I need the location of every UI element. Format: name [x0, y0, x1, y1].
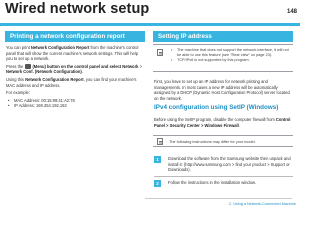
setip-text: Before using the SetIP program, disable the computer firewall from — [154, 117, 276, 122]
press-paragraph — [6, 64, 144, 75]
example-list — [6, 98, 144, 109]
intro-paragraph — [6, 45, 144, 62]
press-menu-text: (Menu) button on the control panel and select — [32, 63, 123, 69]
menu-icon — [25, 64, 31, 69]
note-box — [153, 44, 293, 72]
note-instructions-text: The following instructions may differ for your model. — [169, 139, 256, 144]
press-separator: > — [138, 63, 142, 69]
list-item: • IP Address: 169.254.192.192 — [6, 103, 144, 109]
press-end: . — [81, 69, 83, 75]
list-item: • MAC Address: 00:15:99:41:A2:78 — [6, 98, 144, 104]
using-text: Using this — [6, 76, 26, 82]
setting-ip-intro: First, you have to set up an IP address for network printing and managements. In most cases a new IP address will be automatically assigned by a DHCP (Dynamic Host Configuration Protocol) server located on the network. — [154, 79, 290, 101]
setip-bold-path: Control Panel > Security Center > Windows Firewall — [154, 117, 291, 128]
page-title: Wired network setup — [5, 1, 150, 17]
for-example-label: For example: — [6, 90, 30, 96]
page-number: 148 — [286, 9, 297, 15]
press-path-network-conf: Network Conf. (Network Configuration) — [6, 69, 82, 75]
list-item: • TCP/IPv6 is not supported by this program. — [169, 58, 289, 63]
intro-bold: Network Configuration Report — [30, 45, 90, 50]
using-paragraph — [6, 77, 144, 88]
note-icon — [157, 49, 163, 56]
step-text: Download the software from the Samsung website then unpack and install it: (http://www.samsung.com > find your product > Support or Downloads). — [168, 156, 291, 173]
using-bold: Network Configuration Report — [25, 76, 84, 82]
step-divider — [154, 176, 293, 177]
press-path-network: Network — [122, 63, 139, 69]
subsection-title: IPv4 configuration using SetIP (Windows) — [154, 104, 279, 111]
step-text: Follow the instructions in the installation window. — [168, 180, 256, 185]
using-text-end: , you can find your machine's MAC address and IP address. — [6, 76, 137, 88]
step-number: 2 — [154, 180, 161, 187]
intro-text: You can print — [6, 45, 31, 50]
note-text — [169, 48, 289, 63]
note-icon — [157, 138, 163, 145]
note-box-instructions — [153, 135, 293, 147]
title-divider — [0, 23, 300, 26]
list-item: • The machine that does not support the network interface, it will not be able to use this feature (see "Rear view" on page 23). — [169, 48, 289, 58]
section-header-network-report: Printing a network configuration report — [5, 31, 145, 42]
left-column — [6, 45, 144, 109]
setip-paragraph — [154, 117, 293, 128]
intro-text-end: from the machine's control panel that will show the current machine's network settings. This will help you to set up a network. — [6, 45, 139, 62]
step-number: 1 — [154, 156, 161, 163]
footer-divider — [145, 198, 292, 199]
section-header-ip-address: Setting IP address — [153, 31, 293, 42]
step-1 — [154, 156, 293, 174]
note-list — [169, 48, 289, 63]
footer-chapter: 2. Using a Network-Connected Machine — [228, 202, 296, 206]
press-text: Press the — [6, 63, 25, 69]
setip-text-end: . — [238, 122, 240, 128]
step-2 — [154, 180, 293, 188]
